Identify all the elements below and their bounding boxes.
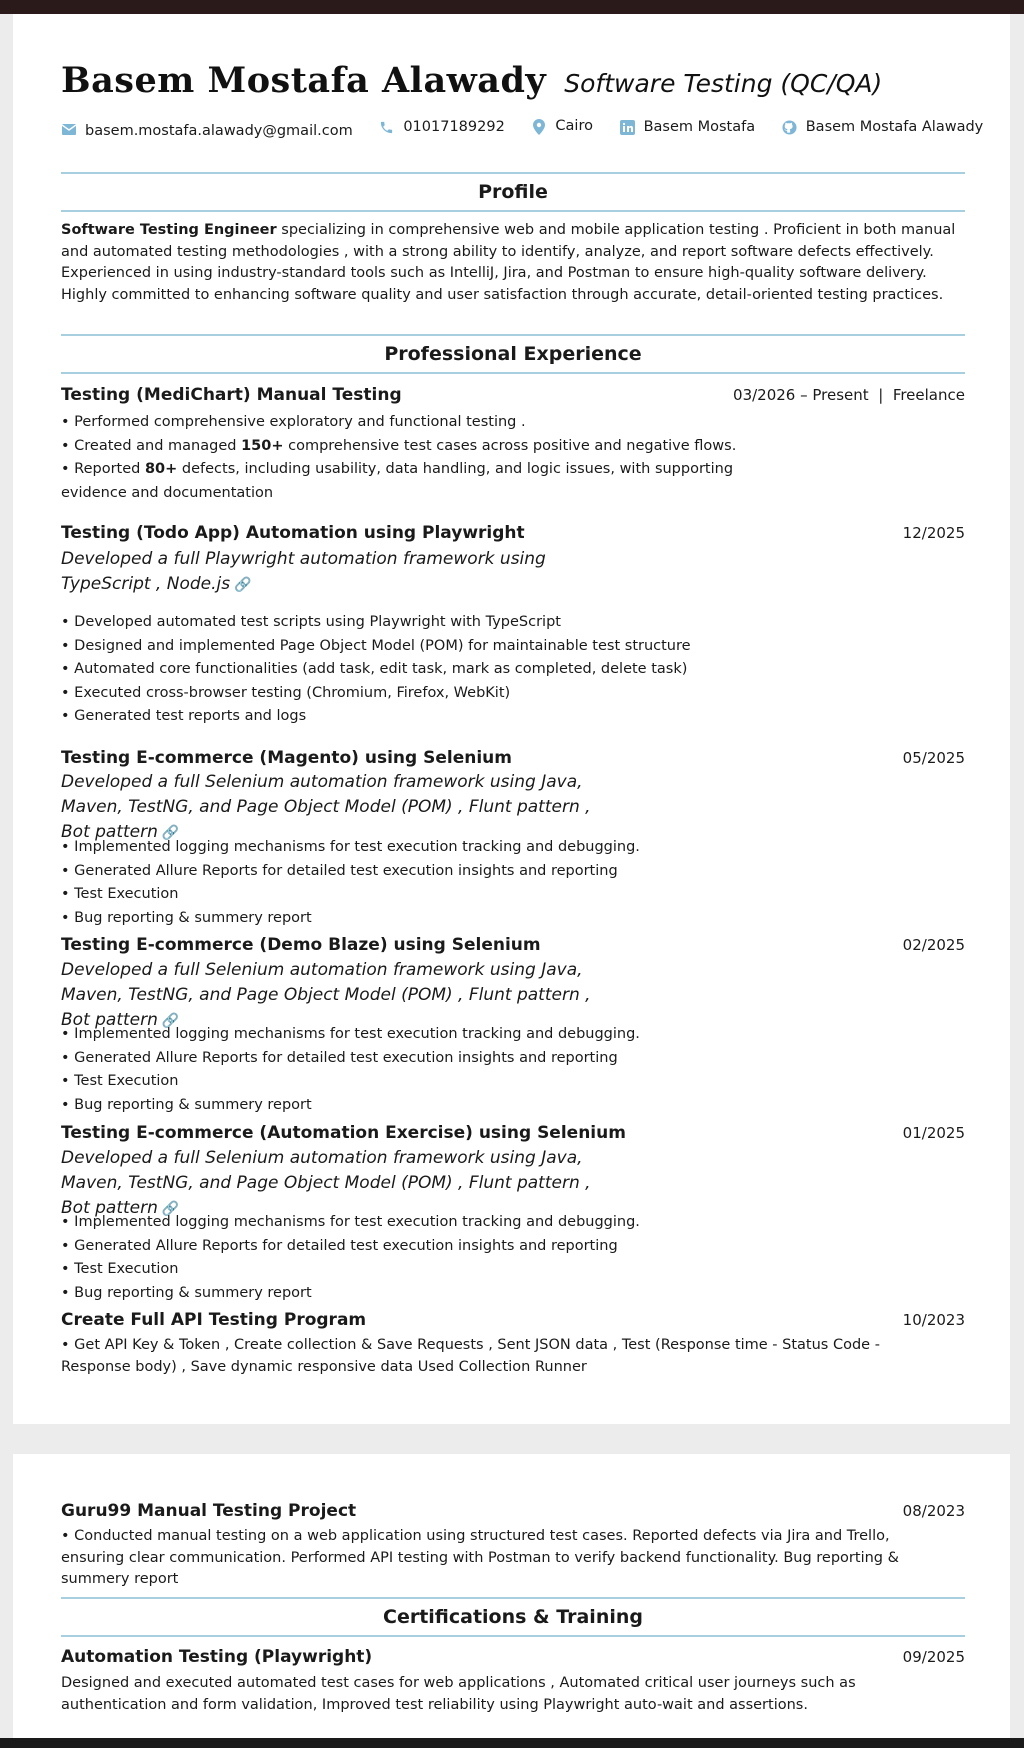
list-item: • Bug reporting & summery report <box>61 1096 312 1113</box>
job-title: Guru99 Manual Testing Project <box>61 1501 357 1521</box>
list-item: • Created and managed 150+ comprehensive test cases across positive and negative flows. <box>61 437 737 454</box>
list-item: • Performed comprehensive exploratory and functional testing . <box>61 414 526 430</box>
job-title: Testing E-commerce (Demo Blaze) using Selenium <box>61 935 541 955</box>
link-icon[interactable]: 🔗 <box>161 1013 180 1029</box>
contact-location <box>531 118 593 134</box>
job-bullets <box>61 1526 941 1591</box>
job-title: Testing (MediChart) Manual Testing <box>61 385 402 405</box>
contact-linkedin-text: Basem Mostafa <box>643 119 756 135</box>
job-subtitle[interactable] <box>61 547 621 598</box>
job-subtitle-text: Developed a full Playwright automation framework using TypeScript , Node.js <box>61 549 546 594</box>
job-date: 08/2023 <box>902 1502 965 1520</box>
list-item: • Generated Allure Reports for detailed test execution insights and reporting <box>61 1049 618 1066</box>
job-subtitle-text: Developed a full Selenium automation framework using Java, Maven, TestNG, and Page Object Model (POM) , Flunt pattern , Bot pattern <box>61 960 591 1030</box>
list-item: • Implemented logging mechanisms for test execution tracking and debugging. <box>61 1026 640 1042</box>
list-item: • Generated Allure Reports for detailed test execution insights and reporting <box>61 862 618 879</box>
job-subtitle[interactable] <box>61 770 621 846</box>
contact-linkedin[interactable] <box>620 119 756 135</box>
candidate-role: Software Testing (QC/QA) <box>564 69 883 98</box>
list-item: • Implemented logging mechanisms for test execution tracking and debugging. <box>61 839 640 855</box>
contact-phone-text: 01017189292 <box>403 119 505 135</box>
envelope-icon <box>61 124 76 139</box>
job-subtitle-text: Developed a full Selenium automation framework using Java, Maven, TestNG, and Page Object Model (POM) , Flunt pattern , Bot pattern <box>61 772 591 842</box>
profile-text: specializing in comprehensive web and mobile application testing . Proficient in both manual and automated testing methodologies , with a strong ability to identify, analyze, and report software defects effectively. Experienced in using industry-standard tools such as IntelliJ, Jira, and Postman to ensure high-quality software delivery. Highly committed to enhancing software quality and user satisfaction through accurate, detail-oriented testing practices. <box>61 222 956 303</box>
list-item: • Test Execution <box>61 886 179 902</box>
profile-lead: Software Testing Engineer <box>61 222 277 238</box>
contact-github[interactable] <box>782 119 984 135</box>
certification-date: 09/2025 <box>902 1648 965 1666</box>
section-heading-certifications: Certifications & Training <box>61 1597 965 1637</box>
job-bullets <box>61 836 941 930</box>
job-bullets <box>61 611 941 729</box>
github-icon <box>782 120 797 135</box>
list-item: • Designed and implemented Page Object Model (POM) for maintainable test structure <box>61 637 691 654</box>
contact-email-text: basem.mostafa.alawady@gmail.com <box>85 123 353 139</box>
contact-location-text: Cairo <box>555 118 593 134</box>
link-icon[interactable]: 🔗 <box>234 577 252 593</box>
phone-icon <box>379 120 394 135</box>
certification-title: Automation Testing (Playwright) <box>61 1647 373 1667</box>
list-item: • Test Execution <box>61 1261 179 1277</box>
certification-description: Designed and executed automated test cases for web applications , Automated critical user journeys such as authentication and form validation, Improved test reliability using Playwright auto-wait and assertions. <box>61 1675 856 1713</box>
contact-github-text: Basem Mostafa Alawady <box>805 119 984 135</box>
window-top-bar <box>0 0 1024 14</box>
candidate-name: Basem Mostafa Alawady <box>61 60 547 101</box>
resume-page-2 <box>13 1454 1010 1738</box>
contact-row <box>61 118 984 142</box>
list-item: • Test Execution <box>61 1073 179 1089</box>
list-item: • Automated core functionalities (add task, edit task, mark as completed, delete task) <box>61 661 688 677</box>
list-item: • Generated test reports and logs <box>61 708 307 724</box>
job-bullets <box>61 411 941 505</box>
list-item: • Bug reporting & summery report <box>61 1284 312 1301</box>
job-subtitle-text: Developed a full Selenium automation framework using Java, Maven, TestNG, and Page Object Model (POM) , Flunt pattern , Bot pattern <box>61 1148 591 1218</box>
resume-page-1 <box>13 14 1010 1424</box>
window-bottom-bar <box>0 1738 1024 1748</box>
list-item: • Conducted manual testing on a web application using structured test cases. Reported defects via Jira and Trello, ensuring clear communication. Performed API testing with Postman to verify backend functionality. Bug reporting & summery report <box>61 1528 899 1587</box>
job-bullets <box>61 1335 941 1378</box>
contact-email[interactable] <box>61 123 353 139</box>
job-type: Freelance <box>892 386 965 404</box>
job-date: 05/2025 <box>902 749 965 767</box>
location-pin-icon <box>531 119 546 134</box>
job-date: 01/2025 <box>902 1124 965 1142</box>
job-date-text: 03/2026 – Present <box>733 386 869 404</box>
link-icon[interactable]: 🔗 <box>161 825 180 841</box>
job-title: Testing E-commerce (Automation Exercise) using Selenium <box>61 1123 626 1143</box>
job-title: Testing (Todo App) Automation using Playwright <box>61 523 525 543</box>
job-date: 02/2025 <box>902 936 965 954</box>
list-item: • Developed automated test scripts using Playwright with TypeScript <box>61 614 561 630</box>
section-heading-profile: Profile <box>61 172 965 212</box>
contact-phone[interactable] <box>379 119 504 135</box>
profile-summary <box>61 220 965 306</box>
linkedin-icon <box>620 120 635 135</box>
job-bullets <box>61 1211 941 1305</box>
list-item: • Reported 80+ defects, including usability, data handling, and logic issues, with supporting evidence and documentation <box>61 461 734 501</box>
section-heading-experience: Professional Experience <box>61 334 965 374</box>
list-item: • Get API Key & Token , Create collection & Save Requests , Sent JSON data , Test (Response time - Status Code - Response body) , Save dynamic responsive data Used Collection Runner <box>61 1337 880 1375</box>
job-date: 10/2023 <box>902 1311 965 1329</box>
link-icon[interactable]: 🔗 <box>161 1201 180 1217</box>
job-date: 12/2025 <box>902 524 965 542</box>
job-title: Create Full API Testing Program <box>61 1310 367 1330</box>
header <box>61 60 965 104</box>
list-item: • Generated Allure Reports for detailed test execution insights and reporting <box>61 1237 618 1254</box>
job-title: Testing E-commerce (Magento) using Selenium <box>61 748 512 768</box>
list-item: • Executed cross-browser testing (Chromium, Firefox, WebKit) <box>61 684 511 701</box>
list-item: • Bug reporting & summery report <box>61 909 312 926</box>
job-date: 03/2026 – Present | Freelance <box>733 386 965 404</box>
list-item: • Implemented logging mechanisms for test execution tracking and debugging. <box>61 1214 640 1230</box>
job-bullets <box>61 1023 941 1117</box>
